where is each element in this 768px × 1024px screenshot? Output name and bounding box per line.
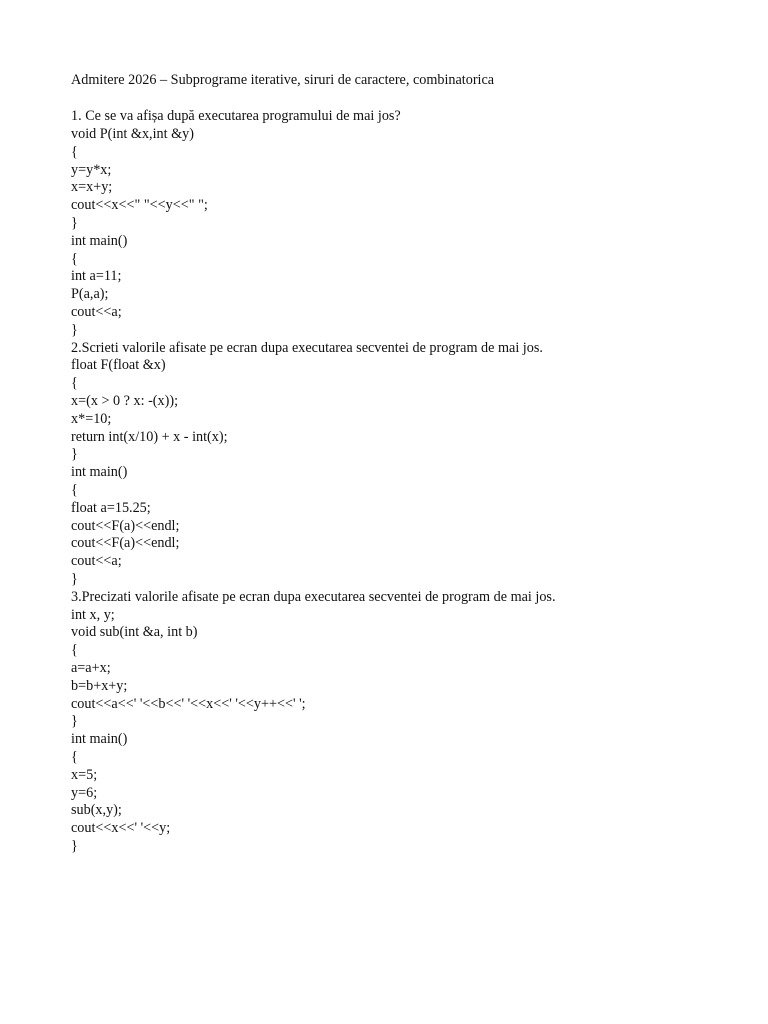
code-line: cout<<a<<' '<<b<<' '<<x<<' '<<y++<<' '; [71,695,306,712]
code-line: { [71,250,78,267]
code-line: } [71,837,78,854]
question-1-prompt: 1. Ce se va afișa după executarea programului de mai jos? [71,108,401,125]
code-line: int main() [71,731,128,748]
question-3-prompt: 3.Precizati valorile afisate pe ecran dupa executarea secventei de program de mai jos. [71,588,556,605]
code-line: } [71,321,78,338]
code-line: y=y*x; [71,161,112,178]
code-line: P(a,a); [71,286,109,303]
code-line: cout<<a; [71,304,122,321]
code-line: } [71,713,78,730]
code-line: } [71,215,78,232]
question-2-prompt: 2.Scrieti valorile afisate pe ecran dupa executarea secventei de program de mai jos. [71,339,543,356]
code-line: { [71,642,78,659]
code-line: x=5; [71,766,98,783]
code-line: cout<<a; [71,553,122,570]
code-line: float F(float &x) [71,357,166,374]
code-line: int main() [71,464,128,481]
code-line: cout<<x<<' '<<y; [71,820,171,837]
code-line: y=6; [71,784,98,801]
code-line: { [71,375,78,392]
code-line: a=a+x; [71,660,111,676]
code-line: sub(x,y); [71,802,122,819]
code-line: cout<<x<<" "<<y<<" "; [71,197,208,214]
code-line: x=x+y; [71,179,113,196]
code-line: { [71,143,78,160]
code-line: void P(int &x,int &y) [71,126,194,143]
code-line: cout<<F(a)<<endl; [71,535,180,552]
code-line: } [71,446,78,463]
code-line: { [71,748,78,765]
document-title: Admitere 2026 – Subprograme iterative, siruri de caractere, combinatorica [71,72,495,88]
code-line: { [71,482,78,499]
code-line: int a=11; [71,268,122,285]
code-line: } [71,571,78,588]
code-line: b=b+x+y; [71,677,128,694]
code-line: int x, y; [71,606,115,623]
code-line: int main() [71,232,128,249]
code-line: return int(x/10) + x - int(x); [71,428,228,445]
code-line: x=(x > 0 ? x: -(x)); [71,393,179,410]
document-body [71,72,731,856]
code-line: float a=15.25; [71,499,151,516]
code-line: void sub(int &a, int b) [71,624,198,641]
code-line: x*=10; [71,410,112,427]
code-line: cout<<F(a)<<endl; [71,517,180,534]
